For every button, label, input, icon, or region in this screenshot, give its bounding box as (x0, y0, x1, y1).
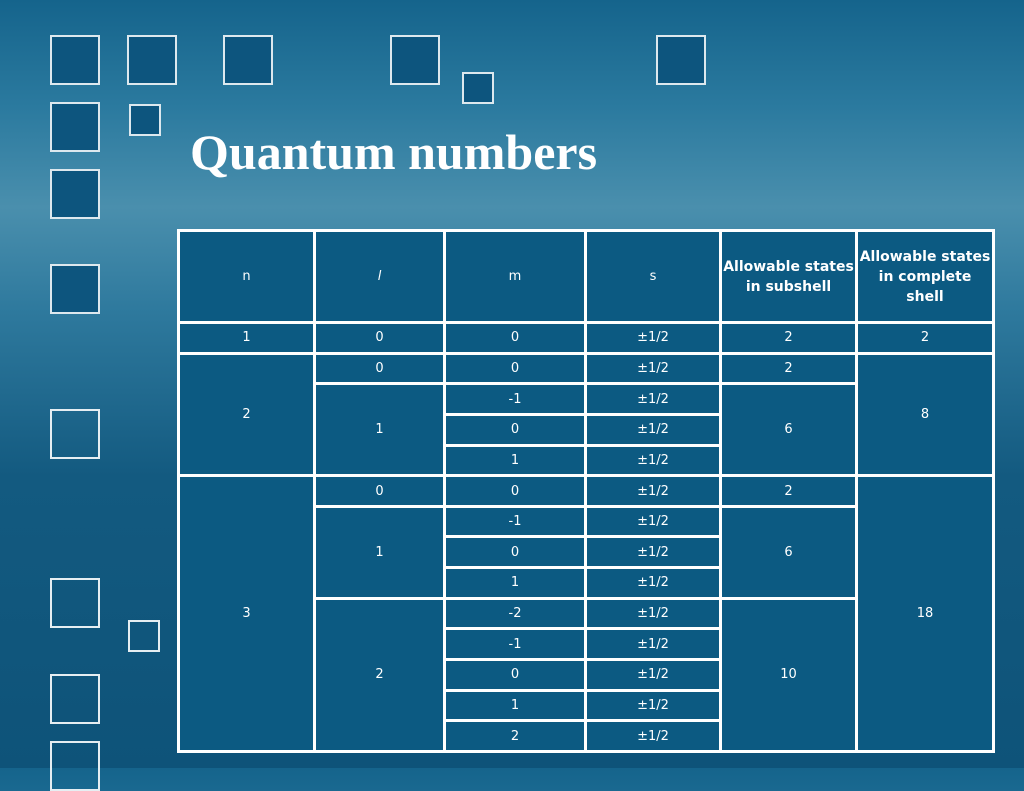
s-cell: ±1/2 (586, 690, 721, 721)
header-l: l (315, 231, 445, 323)
m-cell: 0 (445, 537, 586, 568)
l-cell: 0 (315, 476, 445, 507)
quantum-numbers-table (177, 229, 995, 753)
s-cell: ±1/2 (586, 568, 721, 599)
subshell-states-cell: 6 (721, 384, 857, 476)
table-row (179, 353, 994, 384)
slide-title: Quantum numbers (190, 124, 598, 180)
s-cell: ±1/2 (586, 721, 721, 752)
decorative-square (223, 35, 273, 85)
decorative-square (50, 102, 100, 152)
header-m: m (445, 231, 586, 323)
decorative-square (127, 35, 177, 85)
n-cell: 1 (179, 323, 315, 354)
table-header-row (179, 231, 994, 323)
s-cell: ±1/2 (586, 598, 721, 629)
decorative-square (50, 578, 100, 628)
header-subshell-states: Allowable states in subshell (721, 231, 857, 323)
m-cell: 0 (445, 476, 586, 507)
subshell-states-cell: 2 (721, 476, 857, 507)
table-row (179, 476, 994, 507)
s-cell: ±1/2 (586, 323, 721, 354)
s-cell: ±1/2 (586, 353, 721, 384)
decorative-square (50, 264, 100, 314)
l-cell: 1 (315, 384, 445, 476)
s-cell: ±1/2 (586, 506, 721, 537)
m-cell: 1 (445, 568, 586, 599)
decorative-square (50, 409, 100, 459)
subshell-states-cell: 6 (721, 506, 857, 598)
decorative-square (129, 104, 161, 136)
l-cell: 2 (315, 598, 445, 751)
decorative-square (390, 35, 440, 85)
s-cell: ±1/2 (586, 414, 721, 445)
subshell-states-cell: 2 (721, 323, 857, 354)
shell-states-cell: 8 (857, 353, 994, 476)
m-cell: 0 (445, 353, 586, 384)
s-cell: ±1/2 (586, 660, 721, 691)
header-n: n (179, 231, 315, 323)
m-cell: -1 (445, 629, 586, 660)
decorative-square (50, 169, 100, 219)
m-cell: 0 (445, 660, 586, 691)
decorative-square (50, 674, 100, 724)
header-s: s (586, 231, 721, 323)
n-cell: 3 (179, 476, 315, 752)
s-cell: ±1/2 (586, 537, 721, 568)
decorative-square (656, 35, 706, 85)
header-shell-states: Allowable states in complete shell (857, 231, 994, 323)
m-cell: 0 (445, 414, 586, 445)
shell-states-cell: 18 (857, 476, 994, 752)
m-cell: 1 (445, 445, 586, 476)
l-cell: 0 (315, 323, 445, 354)
subshell-states-cell: 10 (721, 598, 857, 751)
l-cell: 1 (315, 506, 445, 598)
m-cell: -1 (445, 384, 586, 415)
subshell-states-cell: 2 (721, 353, 857, 384)
s-cell: ±1/2 (586, 445, 721, 476)
l-cell: 0 (315, 353, 445, 384)
table-row (179, 323, 994, 354)
decorative-square (50, 35, 100, 85)
m-cell: 1 (445, 690, 586, 721)
shell-states-cell: 2 (857, 323, 994, 354)
s-cell: ±1/2 (586, 384, 721, 415)
decorative-square (50, 741, 100, 791)
m-cell: -1 (445, 506, 586, 537)
m-cell: -2 (445, 598, 586, 629)
decorative-square (128, 620, 160, 652)
m-cell: 0 (445, 323, 586, 354)
s-cell: ±1/2 (586, 629, 721, 660)
s-cell: ±1/2 (586, 476, 721, 507)
m-cell: 2 (445, 721, 586, 752)
decorative-square (462, 72, 494, 104)
n-cell: 2 (179, 353, 315, 476)
